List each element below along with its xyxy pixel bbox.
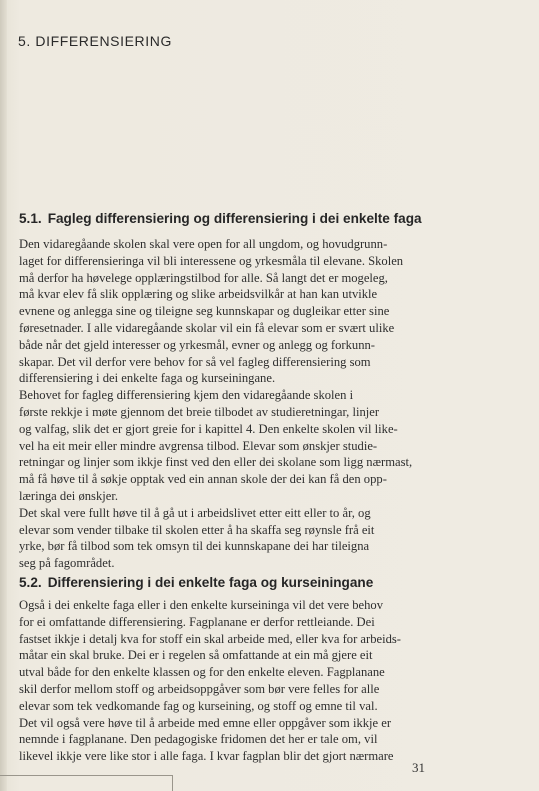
- body-text-line: for ei omfattande differensiering. Fagplanane er derfor rettleiande. Dei: [19, 614, 375, 629]
- body-text-line: differensiering i dei enkelte faga og kurseiningane.: [19, 371, 276, 386]
- body-text-line: elevar som tek vedkomande fag og kurseining, og stoff og emne til val.: [19, 698, 378, 713]
- body-text-line: både når det gjeld interesser og yrkesmål, evner og anlegg og forkunn-: [19, 337, 376, 352]
- body-text-line: Behovet for fagleg differensiering kjem den vidaregåande skolen i: [19, 388, 354, 403]
- body-text-line: Det vil også vere høve til å arbeide med emne eller oppgåver som ikkje er: [19, 715, 392, 730]
- body-text-line: likevel ikkje vere like stor i alle faga. I kvar fagplan blir det gjort nærmare: [19, 749, 394, 764]
- body-text-line: skapar. Det vil derfor vere behov for så vel fagleg differensiering som: [19, 354, 371, 369]
- body-text-line: evnene og anlegga sine og tileigne seg kunnskapar og dugleikar etter sine: [19, 304, 390, 319]
- body-text-line: utval både for den enkelte klassen og for den enkelte eleven. Fagplanane: [19, 665, 385, 680]
- body-text-line: må derfor ha høvelege opplæringstilbod for alle. Så langt det er mogeleg,: [19, 270, 388, 285]
- body-text-line: nemnde i fagplanane. Den pedagogiske fridomen det her er tale om, vil: [19, 732, 378, 747]
- body-text-line: vel ha eit meir eller mindre avgrensa tilbod. Elevar som ønskjer studie-: [19, 438, 378, 453]
- body-text-line: måtar ein skal bruke. Dei er i regelen så omfattande at ein må gjere eit: [19, 648, 373, 663]
- body-text-line: seg på fagområdet.: [19, 556, 115, 571]
- body-text-line: fastset ikkje i detalj kva for stoff ein skal arbeide med, eller kva for arbeids-: [19, 631, 401, 646]
- body-text-line: Det skal vere fullt høve til å gå ut i arbeidslivet etter eitt eller to år, og: [19, 505, 371, 520]
- body-text-line: føresetnader. I alle vidaregåande skolar vil ein få elevar som er svært ulike: [19, 320, 395, 335]
- body-text-line: retningar og linjer som ikkje finst ved den eller dei skolane som ligg nærmast,: [19, 455, 413, 470]
- page-binding-edge: [0, 0, 7, 791]
- body-text-line: Den vidaregåande skolen skal vere open for all ungdom, og hovudgrunn-: [19, 237, 388, 251]
- section-5-2-number: 5.2.: [19, 575, 42, 590]
- body-text-line: Også i dei enkelte faga eller i den enkelte kurseininga vil det vere behov: [19, 598, 384, 612]
- body-text-line: skil derfor mellom stoff og arbeidsoppgåver som bør vere felles for alle: [19, 681, 380, 696]
- section-5-1-body: [19, 236, 519, 572]
- body-text-line: må få høve til å søkje opptak ved ein annan skole der dei kan få den opp-: [19, 472, 387, 487]
- body-text-line: yrke, bør få tilbod som tek omsyn til dei kunnskapane dei har tileigna: [19, 539, 370, 554]
- section-5-2-title: Differensiering i dei enkelte faga og kurseiningane: [47, 575, 374, 590]
- page-number: 31: [412, 760, 425, 775]
- bottom-rule: [0, 775, 172, 776]
- section-5-1-title: Fagleg differensiering og differensiering i dei enkelte faga: [47, 211, 422, 226]
- bottom-rule-corner: [172, 775, 173, 791]
- chapter-title: 5. DIFFERENSIERING: [18, 33, 172, 49]
- section-5-1-heading: [19, 211, 422, 226]
- body-text-line: første rekkje i møte gjennom det breie tilbodet av studieretningar, linjer: [19, 404, 380, 419]
- section-5-1-number: 5.1.: [19, 211, 42, 226]
- body-text-line: elevar som vender tilbake til skolen etter å ha skaffa seg røynsle frå eit: [19, 522, 375, 537]
- body-text-line: laget for differensieringa vil bli interessene og yrkesmåla til elevane. Skolen: [19, 253, 404, 268]
- body-text-line: læringa dei ønskjer.: [19, 488, 118, 503]
- section-5-2-heading: [19, 575, 373, 590]
- body-text-line: må kvar elev få slik opplæring og slike arbeidsvilkår at han kan utvikle: [19, 287, 378, 302]
- section-5-2-body: [19, 597, 519, 765]
- body-text-line: og valfag, slik det er gjort greie for i kapittel 4. Den enkelte skolen vil like-: [19, 421, 398, 436]
